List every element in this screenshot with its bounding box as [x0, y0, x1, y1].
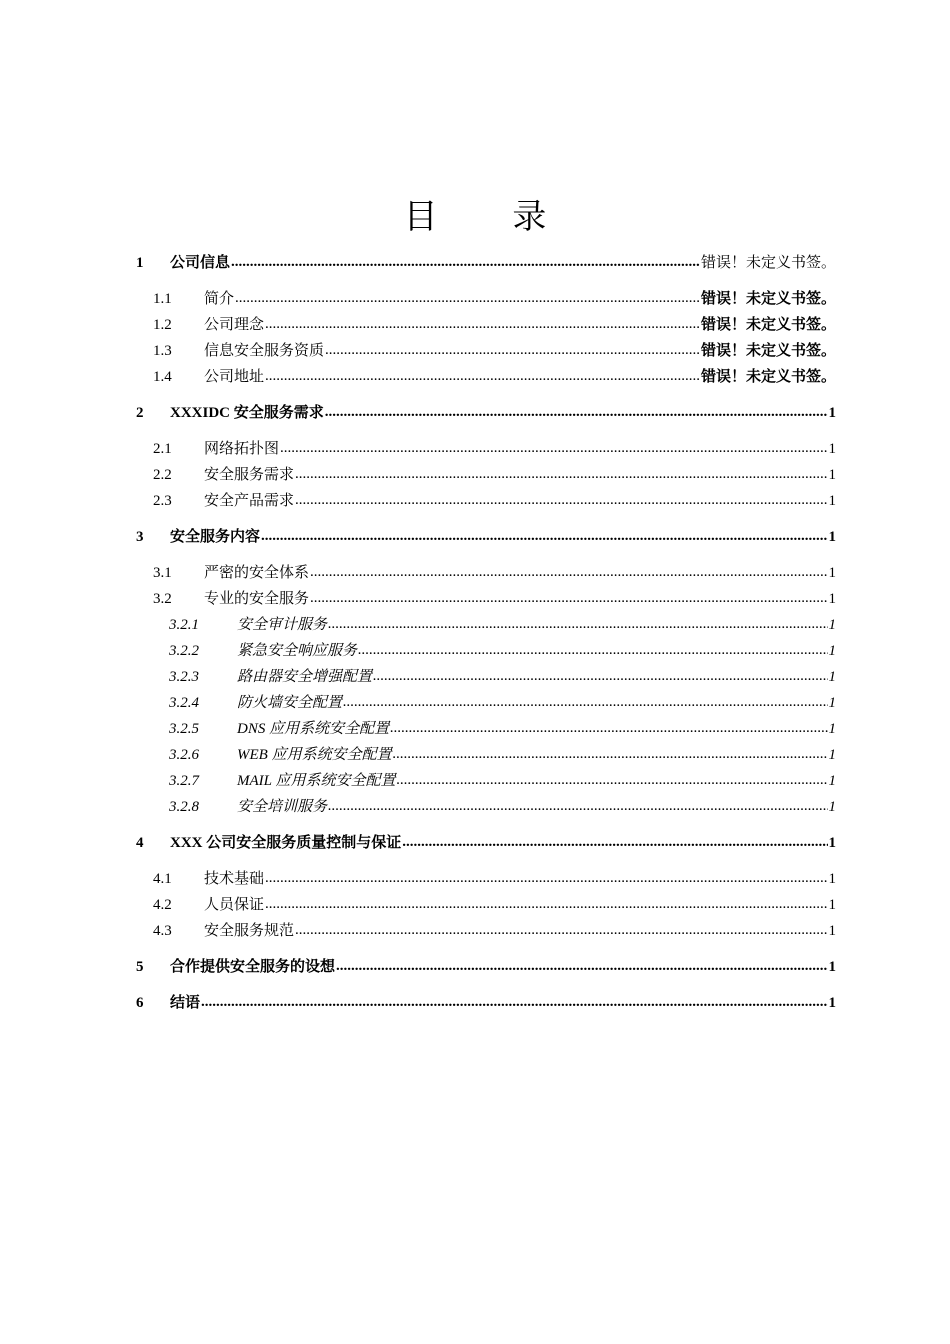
- page-title: 目 录: [403, 197, 579, 237]
- toc-entry-page[interactable]: 1: [828, 669, 836, 685]
- toc-entry-label[interactable]: 技术基础: [204, 871, 265, 887]
- toc-entry-label[interactable]: 安全审计服务: [237, 617, 328, 633]
- toc-entry[interactable]: [136, 462, 836, 488]
- toc-entry[interactable]: [136, 286, 836, 312]
- toc-entry[interactable]: [136, 436, 836, 462]
- toc-entry[interactable]: [136, 918, 836, 944]
- toc-entry-page[interactable]: 1: [828, 405, 836, 421]
- toc-entry-number: 1.2: [153, 317, 172, 333]
- toc-entry-number: 3.2: [153, 591, 172, 607]
- toc-entry-page[interactable]: 1: [828, 747, 836, 763]
- toc-entry-label[interactable]: 安全服务需求: [204, 467, 295, 483]
- toc-entry-page[interactable]: 1: [828, 493, 836, 509]
- toc-dot-leader: [373, 663, 827, 689]
- toc-entry[interactable]: [136, 742, 836, 768]
- toc-dot-leader: [265, 311, 700, 337]
- toc-entry-label[interactable]: 严密的安全体系: [204, 565, 310, 581]
- toc-entry-number: 1.1: [153, 291, 172, 307]
- toc-entry-number: 1.4: [153, 369, 172, 385]
- toc-entry-page[interactable]: 1: [828, 529, 836, 545]
- toc-entry-label[interactable]: WEB 应用系统安全配置: [237, 747, 392, 763]
- toc-entry-number: 1.3: [153, 343, 172, 359]
- toc-entry-label[interactable]: 合作提供安全服务的设想: [170, 959, 336, 975]
- toc-entry[interactable]: [136, 664, 836, 690]
- toc-entry-label[interactable]: 公司信息: [170, 255, 231, 271]
- toc-entry[interactable]: [136, 612, 836, 638]
- toc-entry[interactable]: [136, 830, 836, 856]
- toc-entry-label[interactable]: 安全培训服务: [237, 799, 328, 815]
- toc-entry-label[interactable]: 紧急安全响应服务: [237, 643, 358, 659]
- toc-entry-label[interactable]: 人员保证: [204, 897, 265, 913]
- toc-entry-page[interactable]: 错误！未定义书签。: [700, 317, 836, 333]
- toc-entry-label[interactable]: 路由器安全增强配置: [237, 669, 373, 685]
- toc-entry-label[interactable]: 信息安全服务资质: [204, 343, 325, 359]
- toc-entry[interactable]: [136, 560, 836, 586]
- toc-entry-number: 3.2.8: [169, 799, 199, 815]
- toc-entry-page[interactable]: 错误！未定义书签。: [700, 343, 836, 359]
- toc-dot-leader: [265, 891, 827, 917]
- toc-entry-number: 3.2.5: [169, 721, 199, 737]
- toc-entry-page[interactable]: 错误！未定义书签。: [700, 291, 836, 307]
- toc-entry-page[interactable]: 1: [828, 441, 836, 457]
- toc-dot-leader: [295, 461, 827, 487]
- toc-entry-page[interactable]: 1: [828, 591, 836, 607]
- toc-entry-page[interactable]: 1: [828, 835, 836, 851]
- toc-entry-number: 4.2: [153, 897, 172, 913]
- toc-dot-leader: [280, 435, 827, 461]
- toc-entry-page[interactable]: 1: [828, 773, 836, 789]
- toc-dot-leader: [328, 611, 827, 637]
- toc-entry-number: 3: [136, 529, 144, 545]
- toc-entry[interactable]: [136, 400, 836, 426]
- toc-dot-leader: [393, 741, 828, 767]
- toc-entry-page[interactable]: 错误！未定义书签。: [700, 255, 836, 271]
- toc-entry-page[interactable]: 1: [828, 695, 836, 711]
- toc-entry-label[interactable]: 安全服务规范: [204, 923, 295, 939]
- toc-entry[interactable]: [136, 954, 836, 980]
- toc-entry-number: 1: [136, 255, 144, 271]
- toc-entry-number: 5: [136, 959, 144, 975]
- toc-dot-leader: [261, 523, 827, 549]
- toc-entry-label[interactable]: 安全服务内容: [170, 529, 261, 545]
- toc-entry-number: 3.2.7: [169, 773, 199, 789]
- toc-entry[interactable]: [136, 586, 836, 612]
- toc-dot-leader: [325, 399, 828, 425]
- toc-entry-page[interactable]: 1: [828, 643, 836, 659]
- toc-entry-number: 3.2.3: [169, 669, 199, 685]
- toc-entry-label[interactable]: XXX 公司安全服务质量控制与保证: [170, 835, 402, 851]
- toc-entry-page[interactable]: 1: [828, 799, 836, 815]
- toc-entry[interactable]: [136, 638, 836, 664]
- toc-entry-number: 4.3: [153, 923, 172, 939]
- toc-dot-leader: [295, 487, 827, 513]
- toc-entry-page[interactable]: 1: [828, 923, 836, 939]
- toc-entry-number: 3.2.1: [169, 617, 199, 633]
- toc-entry-number: 4.1: [153, 871, 172, 887]
- toc-entry[interactable]: [136, 716, 836, 742]
- toc-entry[interactable]: [136, 524, 836, 550]
- toc-entry-label[interactable]: 公司地址: [204, 369, 265, 385]
- toc-entry-number: 2.3: [153, 493, 172, 509]
- toc-entry-page[interactable]: 1: [828, 617, 836, 633]
- toc-entry[interactable]: [136, 892, 836, 918]
- toc-dot-leader: [310, 559, 827, 585]
- toc-entry-label[interactable]: 简介: [204, 291, 235, 307]
- toc-dot-leader: [358, 637, 827, 663]
- toc-entry-number: 6: [136, 995, 144, 1011]
- toc-entry-page[interactable]: 1: [828, 897, 836, 913]
- toc-dot-leader: [343, 689, 827, 715]
- toc-entry-label[interactable]: XXXIDC 安全服务需求: [170, 405, 324, 421]
- toc-dot-leader: [402, 829, 827, 855]
- toc-dot-leader: [396, 767, 827, 793]
- toc-entry[interactable]: [136, 488, 836, 514]
- toc-entry-label[interactable]: DNS 应用系统安全配置: [237, 721, 390, 737]
- toc-entry-label[interactable]: MAIL 应用系统安全配置: [237, 773, 396, 789]
- toc-entry-label[interactable]: 公司理念: [204, 317, 265, 333]
- toc-entry-page[interactable]: 1: [828, 467, 836, 483]
- toc-entry-label[interactable]: 结语: [170, 995, 201, 1011]
- toc-entry[interactable]: [136, 990, 836, 1016]
- toc-entry-page[interactable]: 1: [828, 565, 836, 581]
- toc-entry-label[interactable]: 安全产品需求: [204, 493, 295, 509]
- toc-entry-label[interactable]: 专业的安全服务: [204, 591, 310, 607]
- table-of-contents: [136, 250, 836, 1026]
- toc-entry-number: 3.2.6: [169, 747, 199, 763]
- toc-dot-leader: [336, 953, 827, 979]
- toc-entry[interactable]: [136, 690, 836, 716]
- toc-dot-leader: [265, 363, 700, 389]
- toc-entry-number: 2.1: [153, 441, 172, 457]
- toc-entry[interactable]: [136, 338, 836, 364]
- toc-entry-page[interactable]: 错误！未定义书签。: [700, 369, 836, 385]
- toc-entry-page[interactable]: 1: [828, 721, 836, 737]
- toc-entry[interactable]: [136, 866, 836, 892]
- toc-entry-label[interactable]: 防火墙安全配置: [237, 695, 343, 711]
- toc-entry-page[interactable]: 1: [828, 995, 836, 1011]
- toc-dot-leader: [328, 793, 827, 819]
- toc-entry[interactable]: [136, 312, 836, 338]
- toc-entry[interactable]: [136, 364, 836, 390]
- toc-entry-label[interactable]: 网络拓扑图: [204, 441, 280, 457]
- toc-entry-number: 3.2.4: [169, 695, 199, 711]
- toc-entry[interactable]: [136, 794, 836, 820]
- toc-dot-leader: [310, 585, 827, 611]
- toc-dot-leader: [390, 715, 827, 741]
- toc-entry[interactable]: [136, 768, 836, 794]
- toc-entry[interactable]: [136, 250, 836, 276]
- toc-dot-leader: [201, 989, 827, 1015]
- toc-entry-number: 2: [136, 405, 144, 421]
- toc-entry-page[interactable]: 1: [828, 959, 836, 975]
- toc-entry-number: 3.1: [153, 565, 172, 581]
- toc-dot-leader: [235, 285, 700, 311]
- toc-entry-number: 4: [136, 835, 144, 851]
- toc-dot-leader: [231, 249, 700, 275]
- toc-dot-leader: [265, 865, 827, 891]
- toc-entry-number: 2.2: [153, 467, 172, 483]
- toc-entry-number: 3.2.2: [169, 643, 199, 659]
- toc-dot-leader: [325, 337, 700, 363]
- toc-entry-page[interactable]: 1: [828, 871, 836, 887]
- toc-dot-leader: [295, 917, 827, 943]
